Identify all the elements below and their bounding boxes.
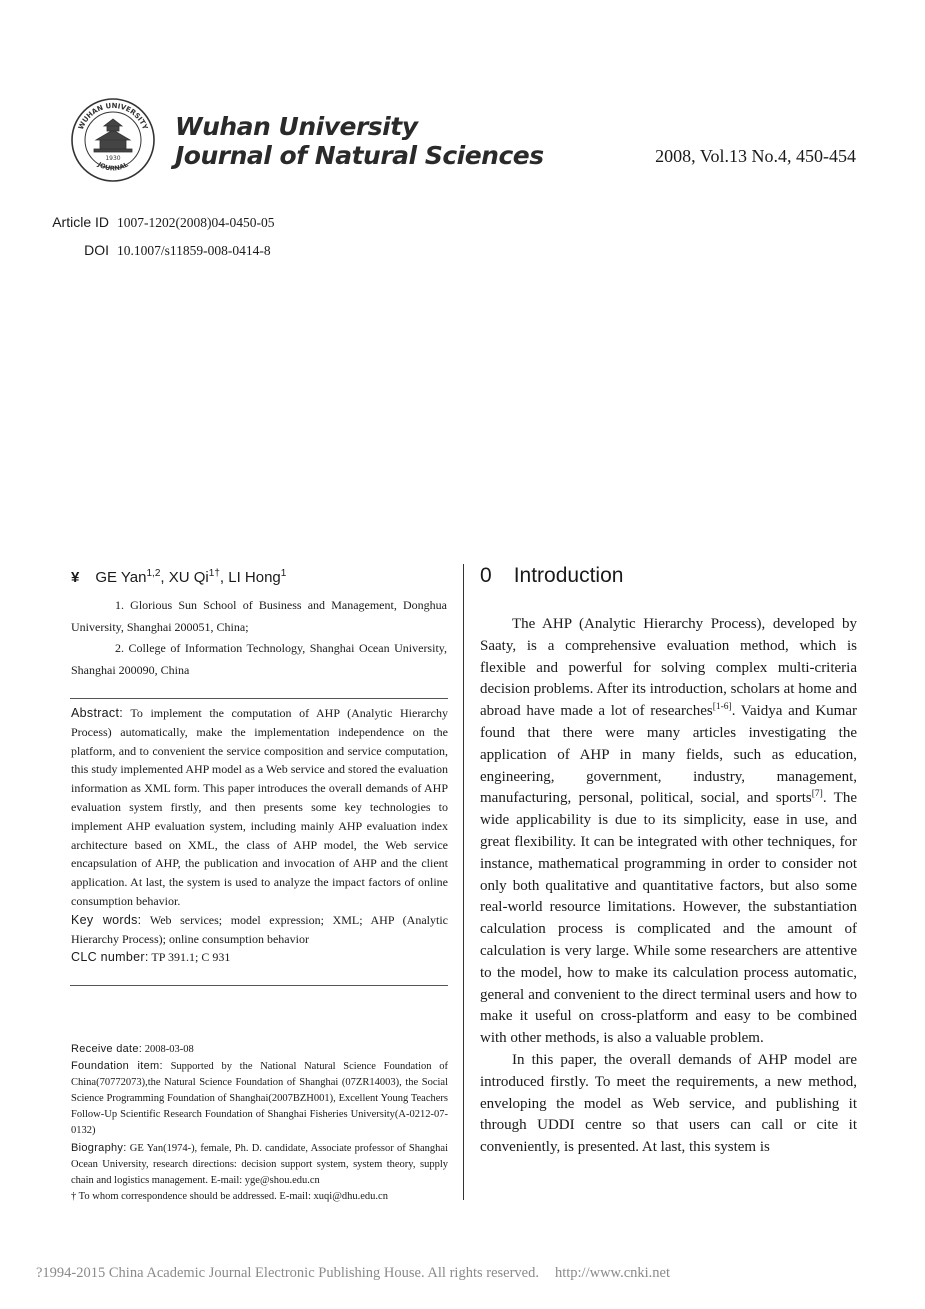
- doi-label: DOI: [84, 242, 109, 258]
- author-3: LI Hong: [228, 569, 281, 586]
- author-2-affil: 1†: [208, 568, 220, 579]
- receive-value: 2008-03-08: [142, 1044, 194, 1055]
- copyright-text: ?1994-2015 China Academic Journal Electronic Publishing House. All rights reserved.: [36, 1265, 539, 1281]
- journal-name-line2: Journal of Natural Sciences: [175, 141, 544, 170]
- clc-label: CLC number:: [71, 950, 149, 965]
- correspondence-note: † To whom correspondence should be addressed. E-mail: xuqi@dhu.edu.cn: [71, 1190, 388, 1202]
- clc-paragraph: [71, 948, 448, 967]
- biography-value: GE Yan(1974-), female, Ph. D. candidate, Associate professor of Shanghai Ocean University, research directions: decision support system, system theory, supply chain and logistics management. E-mail: yge@shou.edu.cn: [71, 1142, 448, 1186]
- article-id-row: [5, 214, 274, 231]
- foundation-item: [71, 1058, 448, 1139]
- author-line: ¥ GE Yan$^{1,2}$, XU $Qi^{1\dagger}$, LI Hong$^1$: [71, 568, 287, 586]
- biography-label: Biography:: [71, 1141, 127, 1154]
- citation-1-6: [1-6]: [712, 702, 732, 713]
- abstract-top-rule: [70, 698, 448, 699]
- doi-value: 10.1007/s11859-008-0414-8: [117, 243, 271, 258]
- copyright-footer: [36, 1265, 670, 1282]
- biography: [71, 1140, 448, 1189]
- keywords-text: Web services; model expression; XML; AHP (Analytic Hierarchy Process); online consumption behavior: [71, 912, 448, 946]
- journal-logo: [70, 97, 156, 183]
- receive-date: [71, 1041, 448, 1058]
- abstract-label: Abstract:: [71, 706, 124, 720]
- column-divider: [463, 564, 464, 1200]
- receive-label: Receive date:: [71, 1043, 143, 1055]
- author-1-affil: 1,2: [146, 568, 161, 579]
- abstract-bottom-rule: [70, 985, 448, 986]
- keywords-paragraph: [71, 911, 448, 949]
- section-number: 0: [480, 564, 492, 587]
- logo-text-bottom: JOURNAL: [96, 160, 130, 173]
- article-id-value: 1007-1202(2008)04-0450-05: [117, 215, 275, 230]
- journal-name-line1: Wuhan University: [175, 112, 418, 141]
- article-id-label: Article ID: [52, 214, 109, 230]
- intro-paragraph-2: In this paper, the overall demands of AHP model are introduced firstly. To meet the requirements, a new method, enveloping the model as Web service, and publishing it through UDDI centre so that users can call or cite it conveniently, is presented. At last, this system is: [480, 1051, 857, 1156]
- clc-text: TP 391.1; C 931: [148, 950, 231, 965]
- author-3-affil: 1: [280, 568, 287, 579]
- foundation-value: Supported by the National Natural Science Foundation of China(70772073),the Natural Science Foundation of Shanghai (07ZR14003), the Social Science Programming Foundation of Shanghai(2007BZH001), Excellent Young Teachers Follow-Up Scientific Research Foundation of Shanghai Fisheries University(A-0212-07-0132): [71, 1061, 448, 1137]
- affiliation-1: 1. Glorious Sun School of Business and Management, Donghua University, Shanghai 200051, China;: [71, 598, 447, 634]
- author-mark: ¥: [71, 569, 80, 586]
- journal-name: [175, 112, 544, 170]
- intro-p1-part-b: . Vaidya and Kumar found that there were many articles investigating the application of AHP in many fields, such as education, engineering, government, industry, management, manufacturing, personal, political, social, and sports: [480, 703, 857, 807]
- affiliation-2: 2. College of Information Technology, Shanghai Ocean University, Shanghai 200090, China: [71, 641, 447, 677]
- introduction-body: [480, 614, 857, 1159]
- author-1: GE Yan: [95, 569, 147, 586]
- abstract-text: To implement the computation of AHP (Analytic Hierarchy Process) automatically, make the implementation independence on the platform, and to convenient the service composition and service computation, this study implemented AHP model as a Web service and stored the evaluation information as XML form. This paper introduces the overall demands of AHP evaluation system firstly, and then presents some key technologies to implement AHP evaluation system, including mainly AHP evaluation index architecture based on XML, the class of AHP model, the Web service encapsulation of AHP, the publication and invocation of AHP and the client application. At last, the system is used to analyze the impact factors of online consumption behavior.: [71, 706, 448, 908]
- abstract-block: [71, 704, 448, 967]
- author-2: XU Qi: [168, 569, 209, 586]
- logo-text-top: WUHAN UNIVERSITY: [76, 101, 150, 131]
- footnotes: [71, 1041, 448, 1205]
- citation-7: [7]: [811, 789, 823, 800]
- intro-p1-part-a: The AHP (Analytic Hierarchy Process), developed by Saaty, is a comprehensive evaluation method, which is flexible and powerful for solving complex multi-criteria decision problems. After its introduction, scholars at home and abroad have made a lot of researches: [480, 616, 857, 720]
- logo-year: 1930: [105, 155, 121, 162]
- volume-info: 2008, Vol.13 No.4, 450-454: [655, 146, 856, 166]
- section-heading: [480, 564, 623, 588]
- intro-p1-part-c: . The wide applicability is due to its simplicity, ease in use, and great flexibility. It can be integrated with other techniques, for instance, mathematical programming in order to consider not only both qualitative and quantitative factors, but also some real-world resource limitations. However, the substantiation calculation process is complicated and the amount of calculation is very large. While some researchers are attentive to the model, how to make its calculation process automatic, general and convenient to the direct terminal users and how to make it useful on cross-platform and easy to be combined with other methods, is also a valuable problem.: [480, 790, 857, 1047]
- cnki-url[interactable]: http://www.cnki.net: [554, 1265, 671, 1281]
- doi-row: [5, 242, 271, 259]
- intro-paragraph-1: [480, 614, 857, 1050]
- keywords-label: Key words:: [71, 912, 142, 927]
- foundation-label: Foundation item:: [71, 1060, 163, 1073]
- abstract-paragraph: [71, 704, 448, 911]
- section-title: Introduction: [513, 564, 624, 587]
